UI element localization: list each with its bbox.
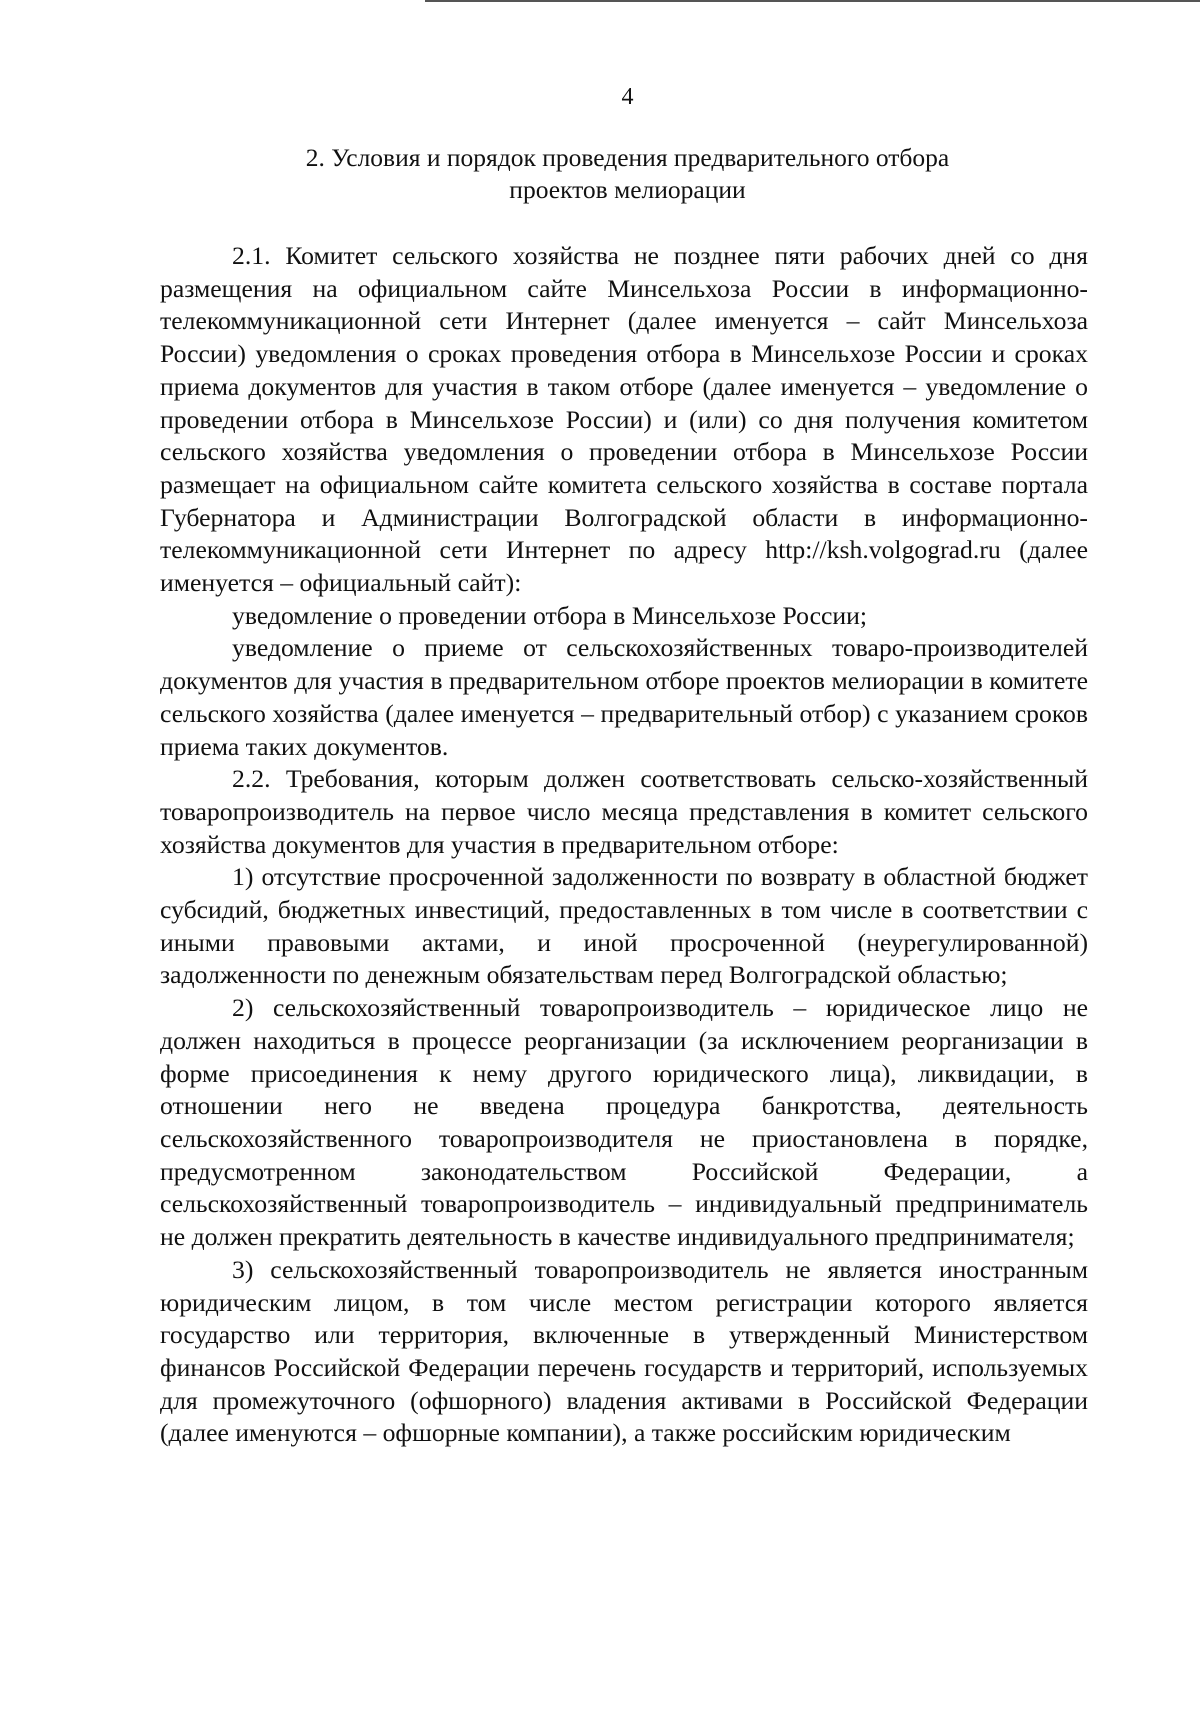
page-number: 4: [621, 84, 634, 110]
paragraph-notice-list-item-2: уведомление о приеме от сельскохозяйственных товаро-производителей документов для участия в предварительном отборе проектов мелиорации в комитете сельского хозяйства (далее именуется – предварительный отбор) с указанием сроков приема таких документов.: [160, 633, 1088, 761]
paragraph-notice-list-item-1: уведомление о проведении отбора в Минсельхозе России;: [232, 600, 868, 630]
paragraph-requirement-3: 3) сельскохозяйственный товаропроизводитель не является иностранным юридическим лицом, в том числе местом регистрации которого является государство или территория, включенные в утвержденный Министерством финансов Российской Федерации перечень государств и территорий, используемых для промежуточного (офшорного) владения активами в Российской Федерации (далее именуются – офшорные компании), а также российским юридическим: [160, 1254, 1088, 1448]
section-title: [160, 142, 1095, 206]
paragraph-2-1: 2.1. Комитет сельского хозяйства не позднее пяти рабочих дней со дня размещения на официальном сайте Минсельхоза России в информационно-телекоммуникационной сети Интернет (далее именуется – сайт Минсельхоза России) уведомления о сроках проведения отбора в Минсельхозе России и сроках приема документов для участия в таком отборе (далее именуется – уведомление о проведении отбора в Минсельхозе России) и (или) со дня получения комитетом сельского хозяйства уведомления о проведении отбора в Минсельхозе России размещает на официальном сайте комитета сельского хозяйства в составе портала Губернатора и Администрации Волгоградской области в информационно-телекоммуникационной сети Интернет по адресу http://ksh.volgograd.ru (далее именуется – официальный сайт):: [160, 241, 1088, 598]
section-title-line-2: проектов мелиорации: [509, 175, 746, 204]
paragraph-requirement-1: 1) отсутствие просроченной задолженности по возврату в областной бюджет субсидий, бюджетных инвестиций, предоставленных в том числе в соответствии с иными правовыми актами, и иной просроченной (неурегулированной) задолженности по денежным обязательствам перед Волгоградской областью;: [160, 862, 1088, 990]
paragraph-requirement-2: 2) сельскохозяйственный товаропроизводитель – юридическое лицо не должен находиться в процессе реорганизации (за исключением реорганизации в форме присоединения к нему другого юридического лица), ликвидации, в отношении него не введена процедура банкротства, деятельность сельскохозяйственного товаропроизводителя не приостановлена в порядке, предусмотренном законодательством Российской Федерации, а сельскохозяйственный товаропроизводитель – индивидуальный предприниматель не должен прекратить деятельность в качестве индивидуального предпринимателя;: [160, 993, 1088, 1252]
section-title-line-1: 2. Условия и порядок проведения предварительного отбора: [305, 143, 950, 172]
document-body: [160, 240, 1088, 1450]
paragraph-2-2: 2.2. Требования, которым должен соответствовать сельско-хозяйственный товаропроизводитель на первое число месяца представления в комитет сельского хозяйства документов для участия в предварительном отборе:: [160, 764, 1088, 859]
scan-edge-line: [425, 0, 1200, 2]
